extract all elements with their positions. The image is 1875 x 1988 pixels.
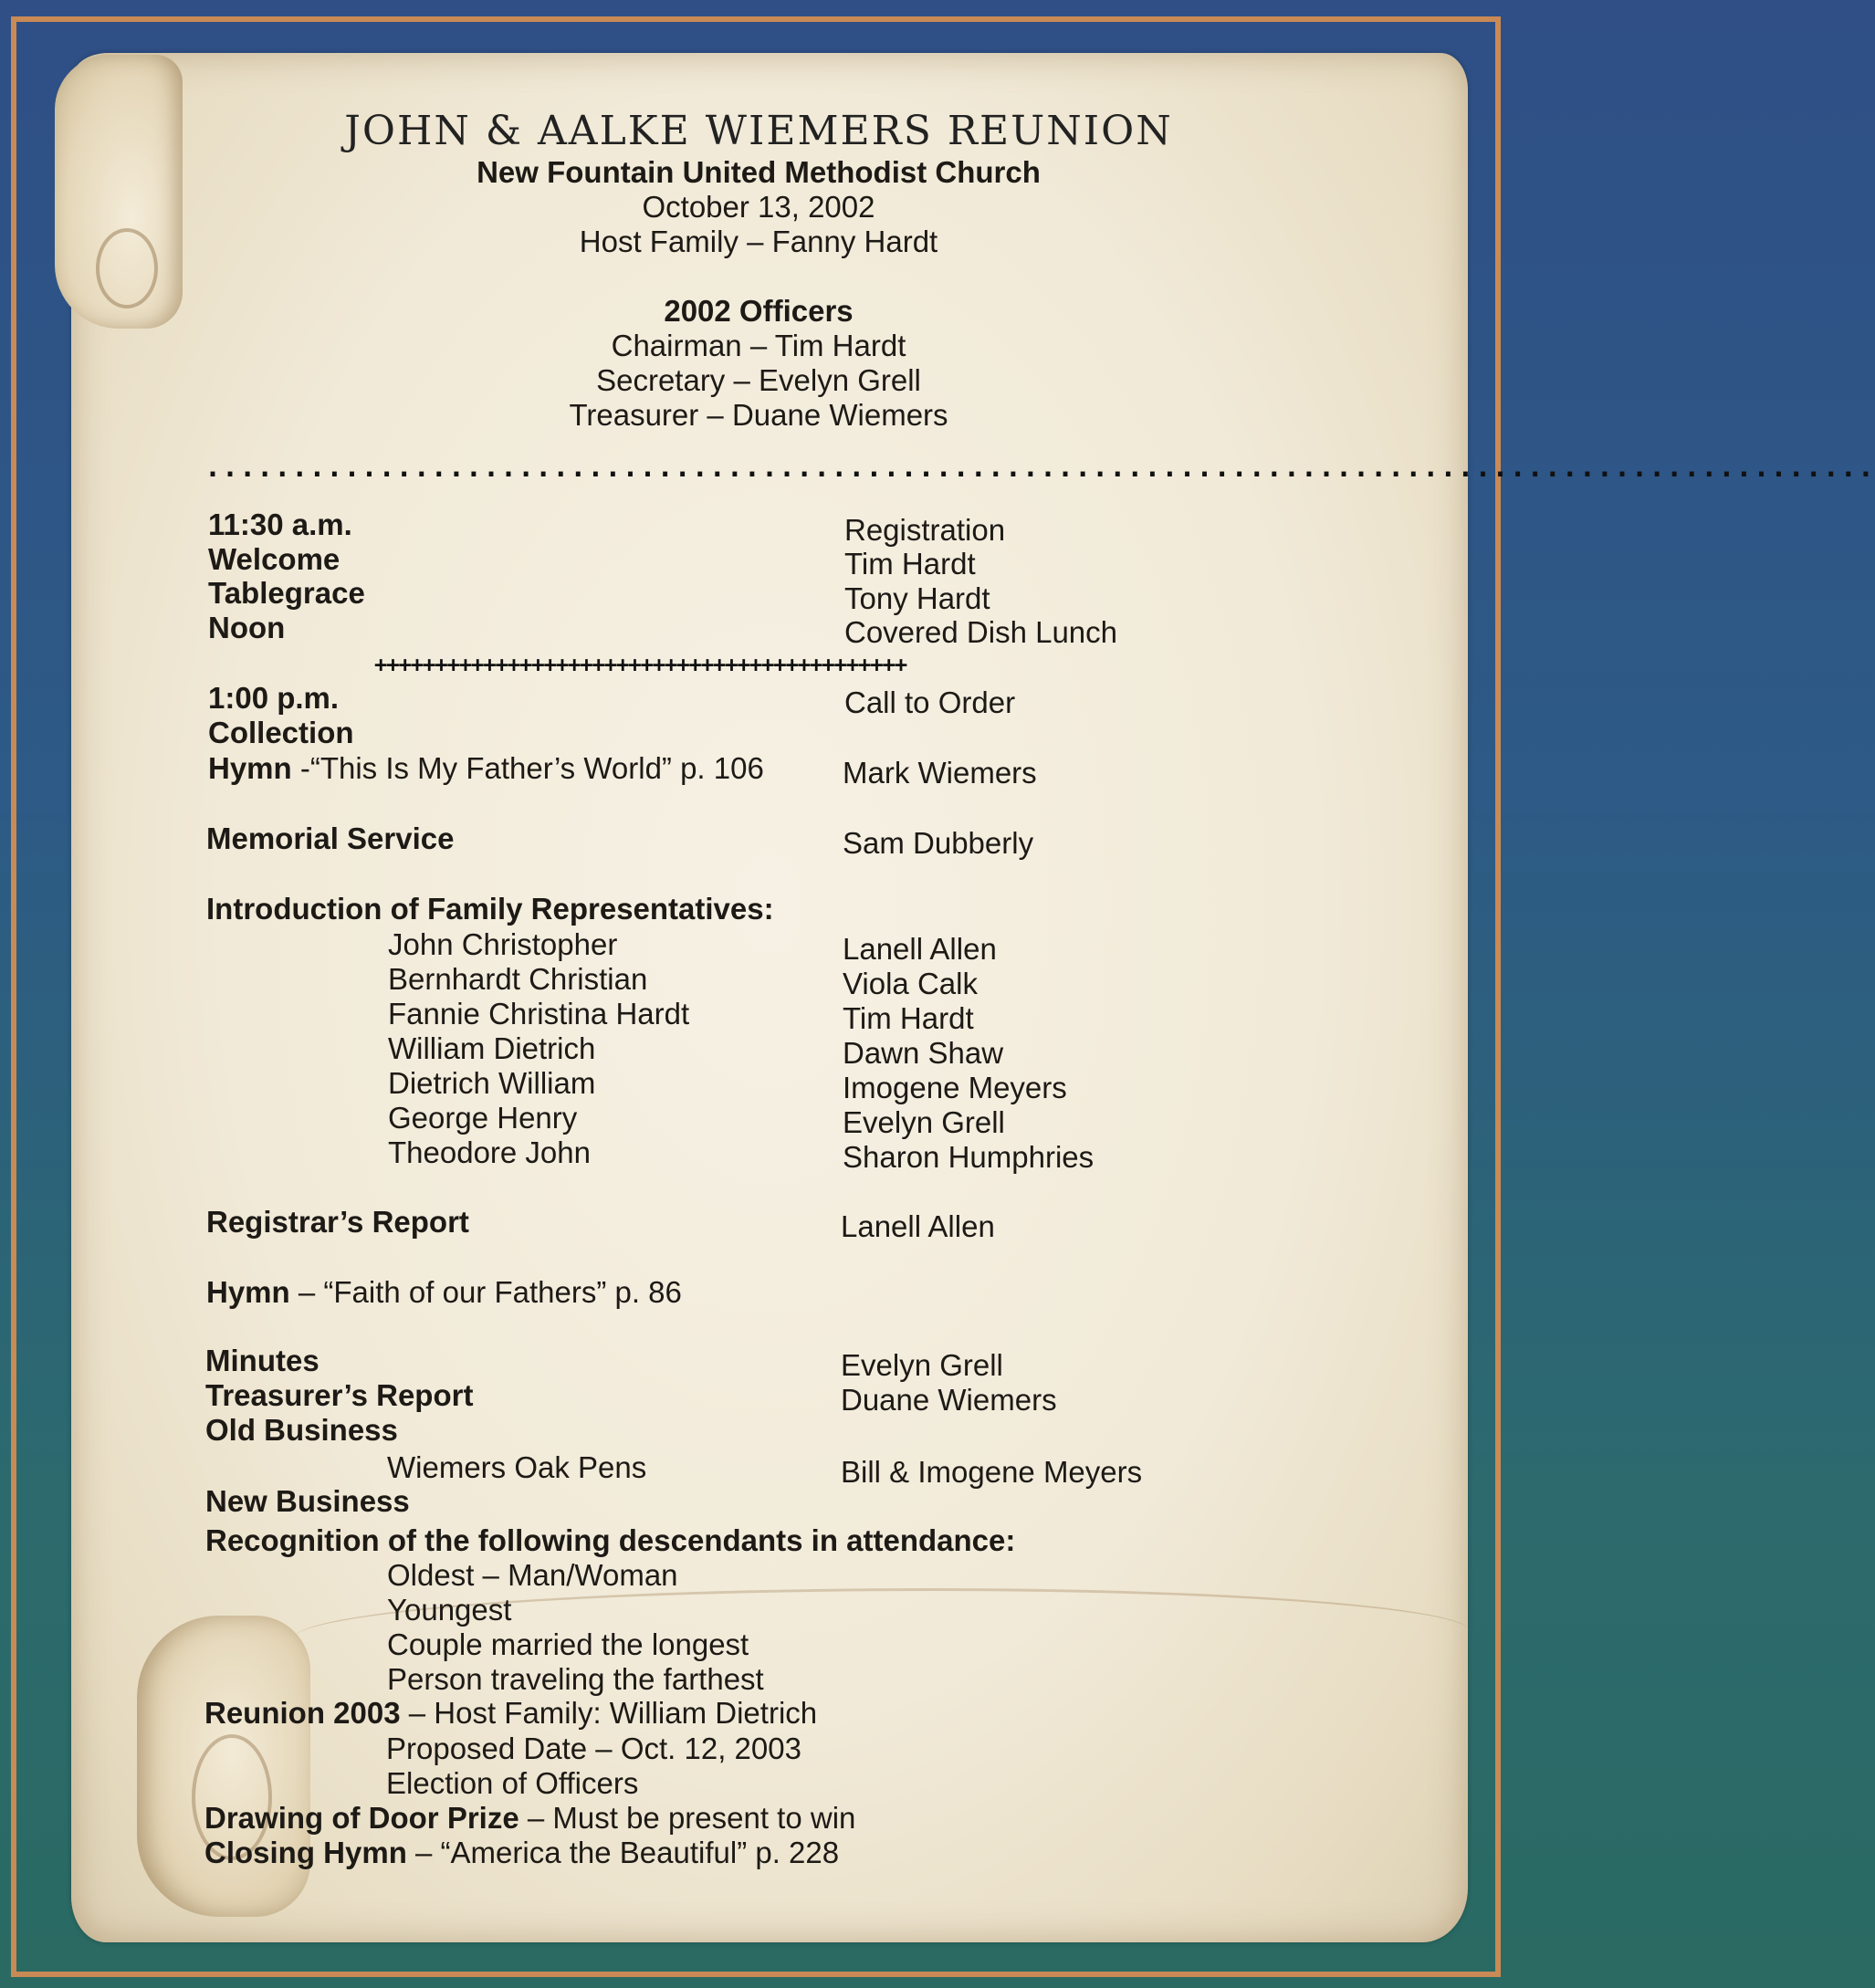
officer-secretary: Secretary – Evelyn Grell [596,363,921,397]
family-rep: Lanell Allen [843,932,997,966]
old-business: Old Business [205,1413,398,1447]
family-name: Theodore John [388,1135,591,1169]
schedule-item: 11:30 a.m. [208,507,352,541]
reunion-2003-label: Reunion 2003 [204,1696,401,1730]
family-name: Bernhardt Christian [388,962,648,996]
door-prize-note: – Must be present to win [519,1801,856,1835]
hymn-2-label: Hymn [206,1275,290,1309]
recognition-item: Youngest [387,1593,512,1627]
hymn-1 [208,751,764,786]
officers-heading: 2002 Officers [664,294,854,328]
family-rep: Evelyn Grell [843,1105,1005,1139]
hymn-2-title: – “Faith of our Fathers” p. 86 [289,1275,682,1309]
hymn-1-label: Hymn [208,751,292,785]
hymn-1-leader: Mark Wiemers [843,756,1037,790]
officer-chairman: Chairman – Tim Hardt [611,329,906,362]
family-rep: Imogene Meyers [843,1071,1067,1104]
host-family: Host Family – Fanny Hardt [579,225,938,258]
hymn-1-title: -“This Is My Father’s World” p. 106 [291,751,764,785]
family-name: William Dietrich [388,1031,596,1065]
closing-hymn-label: Closing Hymn [204,1836,407,1869]
family-name: Dietrich William [388,1066,596,1100]
closing-hymn-title: – “America the Beautiful” p. 228 [406,1836,840,1869]
family-intro-heading: Introduction of Family Representatives: [206,892,774,926]
minutes-label: Minutes [205,1344,319,1377]
proposed-date: Proposed Date – Oct. 12, 2003 [386,1732,801,1765]
schedule-person: Tony Hardt [844,581,990,615]
plus-divider: ++++++++++++++++++++++++++++++++++++++++++++ [374,652,906,677]
reunion-title: JOHN & AALKE WIEMERS REUNION [344,108,1173,154]
treasurer-person: Duane Wiemers [841,1383,1057,1417]
schedule-person: Registration [844,513,1006,547]
minutes-person: Evelyn Grell [841,1348,1003,1382]
closing-hymn [204,1836,839,1870]
recognition-item: Oldest – Man/Woman [387,1558,678,1592]
dotted-divider: ................................................................................................ [204,452,1875,484]
reunion-2003-host: – Host Family: William Dietrich [400,1696,818,1730]
family-rep: Viola Calk [843,967,978,1000]
event-date: October 13, 2002 [642,190,875,224]
treasurer-report: Treasurer’s Report [205,1378,474,1412]
registrar-person: Lanell Allen [841,1209,995,1243]
schedule-person: Tim Hardt [844,547,976,581]
memorial-leader: Sam Dubberly [843,826,1034,860]
schedule-item: Welcome [208,542,340,576]
afternoon-time: 1:00 p.m. [208,681,340,715]
new-business: New Business [205,1484,410,1518]
family-rep: Sharon Humphries [843,1140,1095,1174]
family-rep: Tim Hardt [843,1001,974,1035]
officer-treasurer: Treasurer – Duane Wiemers [569,398,948,432]
reunion-2003 [204,1696,817,1731]
door-prize-label: Drawing of Door Prize [204,1801,519,1835]
hymn-2 [206,1275,682,1310]
registrar-report: Registrar’s Report [206,1205,469,1239]
family-rep: Dawn Shaw [843,1036,1004,1070]
oak-pens-item: Wiemers Oak Pens [387,1450,647,1484]
election-of-officers: Election of Officers [386,1766,639,1800]
family-name: Fannie Christina Hardt [388,997,690,1031]
recognition-item: Person traveling the farthest [387,1662,764,1696]
church-name: New Fountain United Methodist Church [477,155,1041,189]
schedule-item: Noon [208,611,286,644]
recognition-item: Couple married the longest [387,1627,749,1661]
family-name: John Christopher [388,927,618,961]
schedule-person: Covered Dish Lunch [844,615,1117,649]
recognition-heading: Recognition of the following descendants in attendance: [205,1523,1016,1557]
oak-pens-person: Bill & Imogene Meyers [841,1455,1143,1489]
memorial-service: Memorial Service [206,821,455,855]
family-name: George Henry [388,1101,578,1135]
schedule-item: Tablegrace [208,576,365,610]
door-prize [204,1801,855,1836]
collection-label: Collection [208,716,354,749]
call-to-order: Call to Order [844,685,1016,719]
